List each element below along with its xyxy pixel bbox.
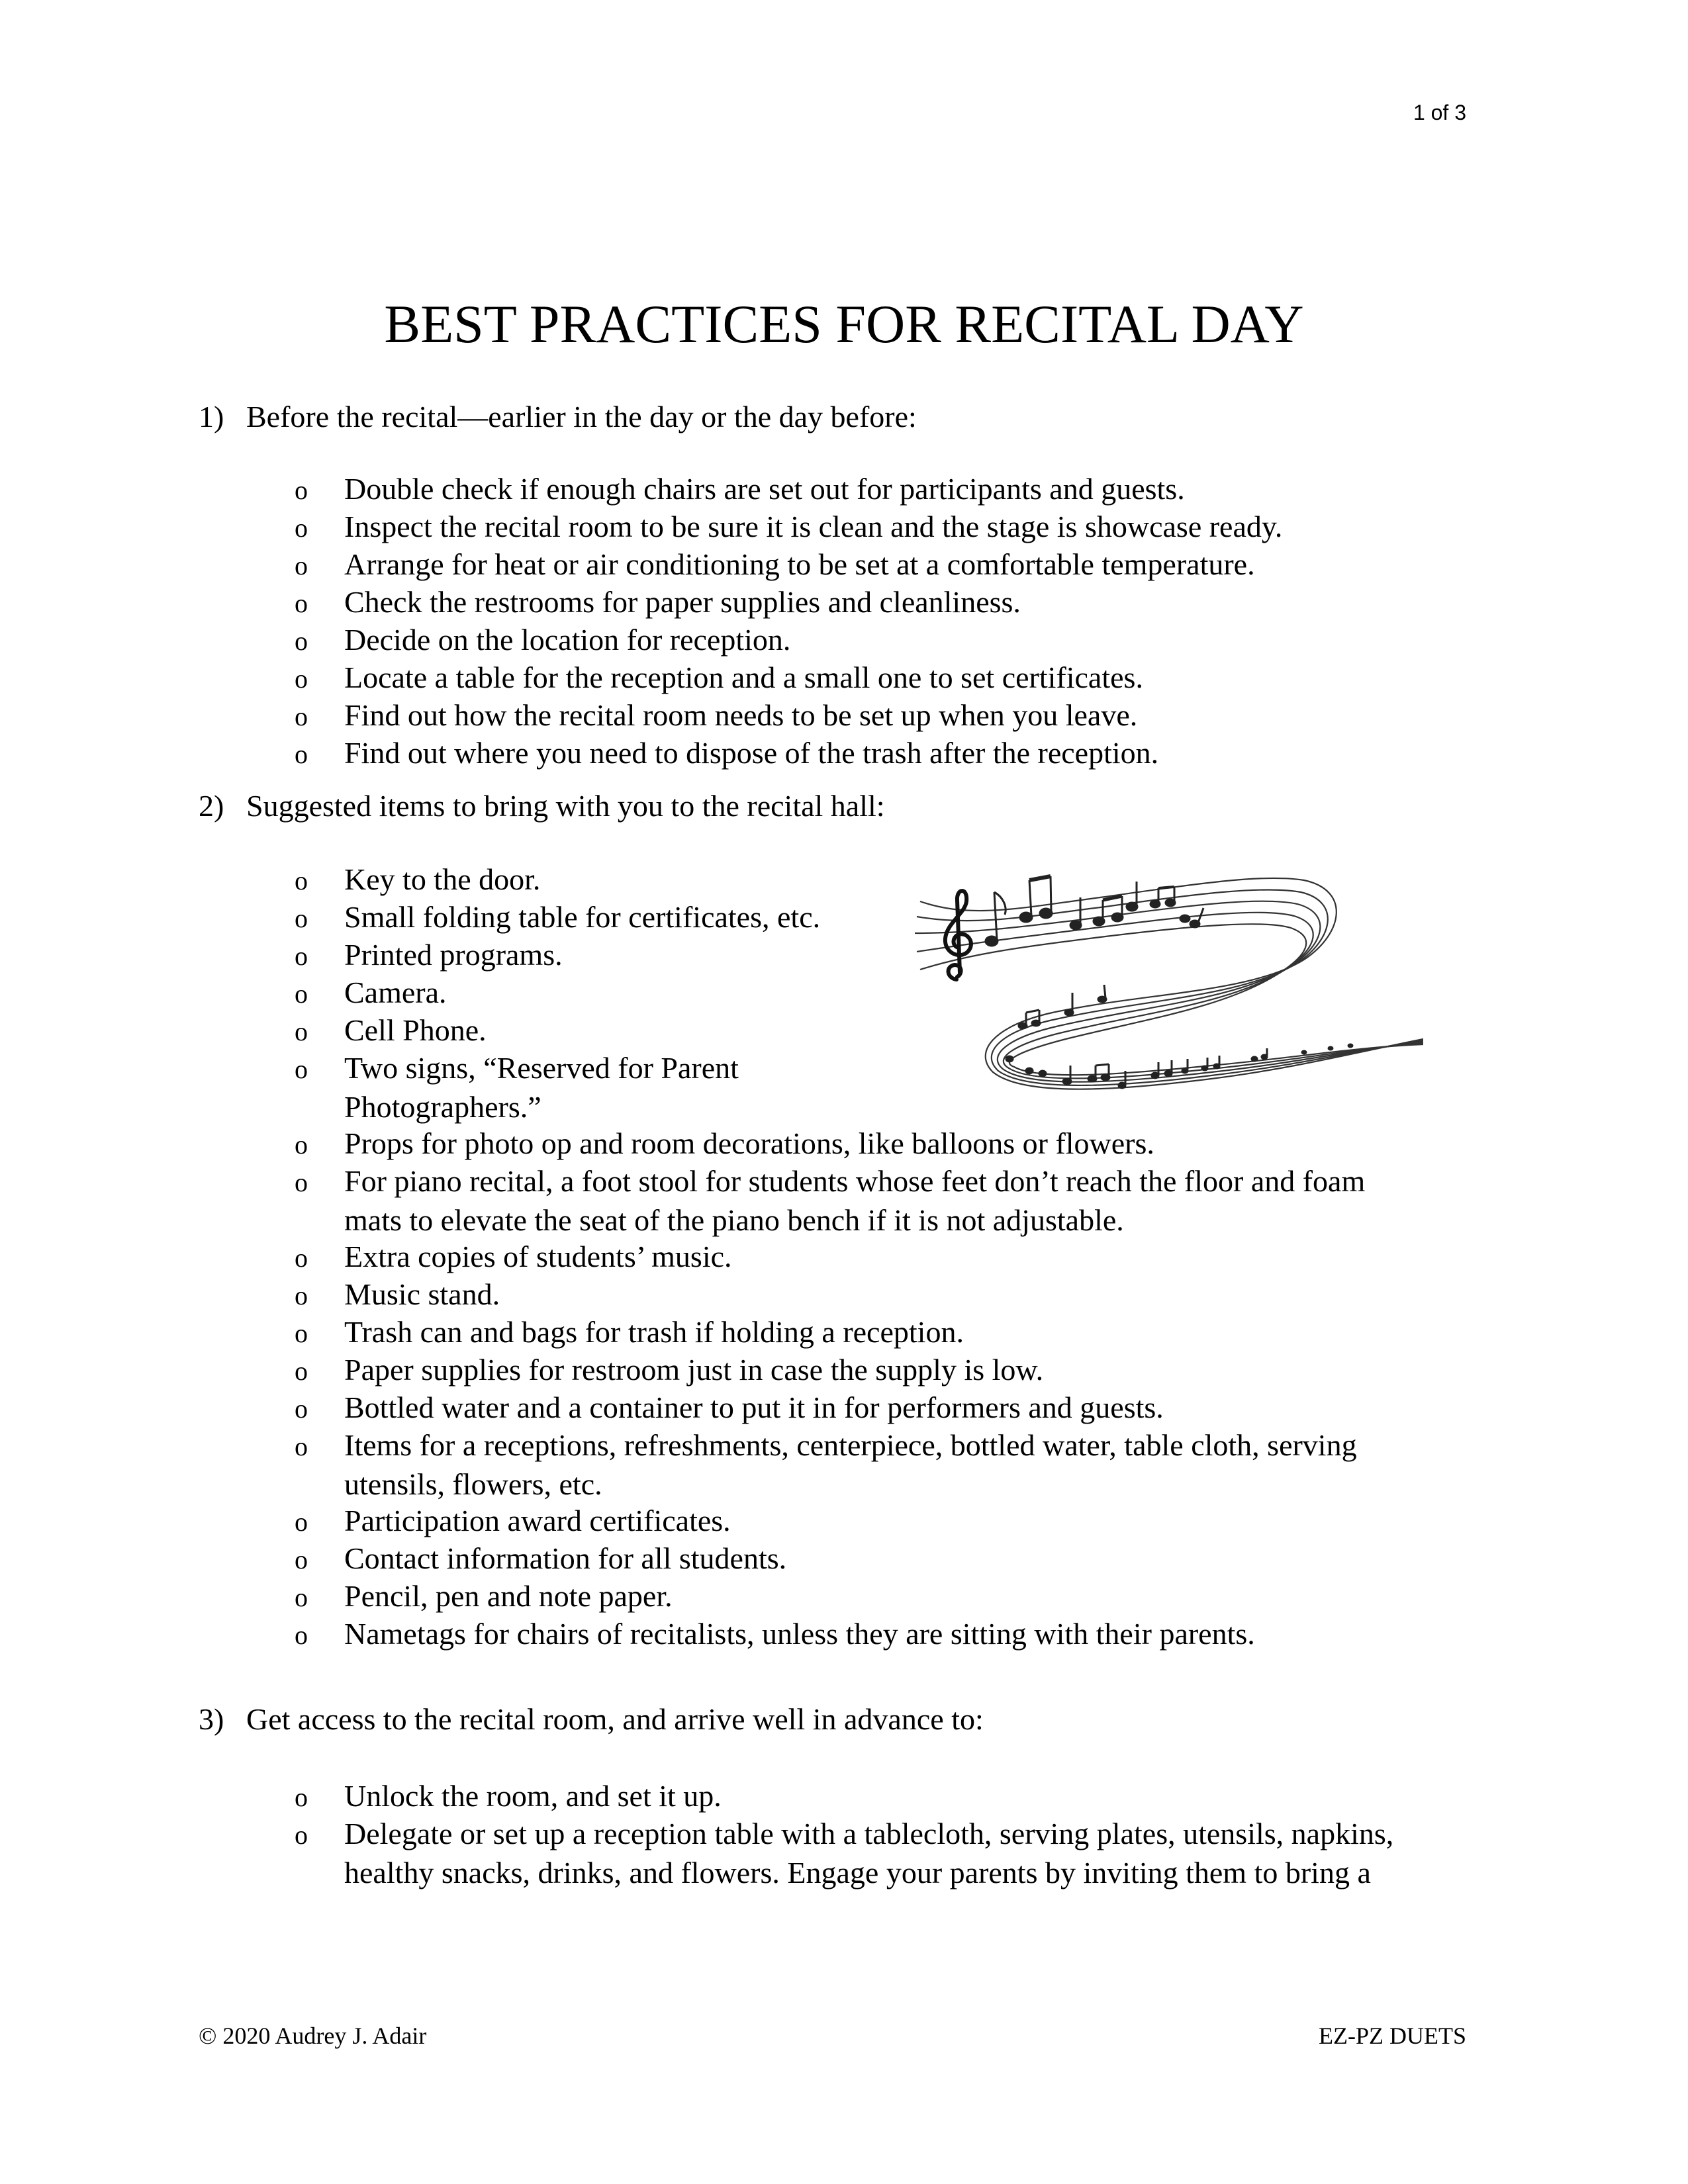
list-item-text: Pencil, pen and note paper.: [344, 1579, 673, 1613]
section-number: 1): [199, 400, 224, 433]
list-item: [295, 1162, 1365, 1239]
bullet-icon: o: [295, 551, 308, 580]
list-item: [295, 734, 1158, 773]
list-item-text: Small folding table for certificates, etc.: [344, 900, 821, 934]
list-item-text: Cell Phone.: [344, 1013, 487, 1047]
list-item-text: Items for a receptions, refreshments, centerpiece, bottled water, table cloth, serving: [344, 1428, 1357, 1462]
bullet-icon: o: [295, 1507, 308, 1537]
bullet-icon: o: [295, 588, 308, 618]
bullet-icon: o: [295, 1243, 308, 1273]
list-item-text: Arrange for heat or air conditioning to be set at a comfortable temperature.: [344, 547, 1255, 581]
bullet-icon: o: [295, 1281, 308, 1310]
list-item: [295, 659, 1143, 698]
footer-brand: EZ-PZ DUETS: [1319, 2023, 1466, 2049]
list-item: [295, 1351, 1043, 1390]
section-heading-text: Get access to the recital room, and arrive well in advance to:: [246, 1702, 984, 1736]
list-item: [295, 1539, 786, 1578]
list-item-text: Decide on the location for reception.: [344, 623, 791, 657]
list-item-text: Delegate or set up a reception table with a tablecloth, serving plates, utensils, napkins,: [344, 1817, 1394, 1850]
list-item: [295, 1815, 1393, 1891]
list-item: [295, 696, 1137, 735]
bullet-icon: o: [295, 1394, 308, 1424]
list-item: [295, 936, 563, 975]
bullet-icon: o: [295, 702, 308, 731]
list-item: [295, 860, 540, 899]
list-item: [295, 1388, 1164, 1428]
list-item: [295, 1275, 500, 1314]
list-item: [295, 621, 790, 660]
list-item-text: Participation award certificates.: [344, 1504, 731, 1537]
bullet-icon: o: [295, 513, 308, 543]
list-item-text: Props for photo op and room decorations, like balloons or flowers.: [344, 1126, 1154, 1160]
section-number: 3): [199, 1702, 224, 1736]
list-item: [295, 974, 447, 1013]
list-item: [295, 1426, 1357, 1503]
list-item: [295, 1777, 722, 1816]
list-item: [295, 508, 1282, 547]
list-item-text: Find out how the recital room needs to be set up when you leave.: [344, 698, 1138, 732]
bullet-icon: o: [295, 1130, 308, 1160]
list-item-continuation: healthy snacks, drinks, and flowers. Engage your parents by inviting them to bring a: [344, 1856, 1371, 1889]
list-item-text: Inspect the recital room to be sure it is clean and the stage is showcase ready.: [344, 510, 1283, 543]
list-item: [295, 1313, 964, 1352]
bullet-icon: o: [295, 1017, 308, 1046]
document-title: BEST PRACTICES FOR RECITAL DAY: [384, 294, 1304, 354]
list-item-text: Two signs, “Reserved for Parent: [344, 1051, 739, 1085]
bullet-icon: o: [295, 903, 308, 933]
section-heading-text: Before the recital—earlier in the day or the day before:: [246, 400, 917, 433]
list-item-continuation: utensils, flowers, etc.: [344, 1467, 602, 1501]
section-number: 2): [199, 789, 224, 823]
bullet-icon: o: [295, 979, 308, 1009]
bullet-icon: o: [295, 1782, 308, 1812]
list-item-text: Locate a table for the reception and a small one to set certificates.: [344, 660, 1143, 694]
bullet-icon: o: [295, 1432, 308, 1461]
list-item: [295, 1502, 731, 1541]
list-item: [295, 470, 1185, 509]
list-item-text: Contact information for all students.: [344, 1541, 787, 1575]
section-heading: [199, 398, 917, 435]
bullet-icon: o: [295, 866, 308, 895]
list-item-text: Music stand.: [344, 1277, 500, 1311]
bullet-icon: o: [295, 1582, 308, 1612]
bullet-icon: o: [295, 739, 308, 769]
list-item-text: Key to the door.: [344, 862, 541, 896]
bullet-icon: o: [295, 1545, 308, 1574]
list-item-text: Bottled water and a container to put it in for performers and guests.: [344, 1390, 1164, 1424]
list-item-text: Extra copies of students’ music.: [344, 1240, 732, 1273]
list-item: [295, 1615, 1255, 1654]
list-item-text: For piano recital, a foot stool for students whose feet don’t reach the floor and foam: [344, 1164, 1366, 1198]
list-item: [295, 583, 1021, 622]
list-item-text: Nametags for chairs of recitalists, unless they are sitting with their parents.: [344, 1617, 1255, 1651]
list-item-text: Double check if enough chairs are set out for participants and guests.: [344, 472, 1185, 506]
music-staff-illustration: [894, 860, 1423, 1105]
list-item: [295, 898, 820, 937]
list-item-text: Trash can and bags for trash if holding a reception.: [344, 1315, 964, 1349]
list-item-text: Find out where you need to dispose of the trash after the reception.: [344, 736, 1159, 770]
bullet-icon: o: [295, 941, 308, 971]
list-item: [295, 1049, 739, 1126]
list-item-text: Check the restrooms for paper supplies and cleanliness.: [344, 585, 1021, 619]
bullet-icon: o: [295, 1820, 308, 1850]
list-item: [295, 1577, 673, 1616]
bullet-icon: o: [295, 1167, 308, 1197]
treble-clef-icon: [945, 891, 971, 979]
bullet-icon: o: [295, 475, 308, 505]
staff-lines: [915, 878, 1423, 1089]
bullet-icon: o: [295, 1620, 308, 1650]
list-item: [295, 545, 1255, 584]
list-item: [295, 1011, 487, 1050]
list-item: [295, 1238, 732, 1277]
list-item: [295, 1124, 1154, 1163]
footer-copyright: © 2020 Audrey J. Adair: [199, 2023, 427, 2049]
page-number: 1 of 3: [1413, 101, 1466, 124]
bullet-icon: o: [295, 664, 308, 694]
list-item-text: Paper supplies for restroom just in case the supply is low.: [344, 1353, 1044, 1387]
bullet-icon: o: [295, 1356, 308, 1386]
bullet-icon: o: [295, 1318, 308, 1348]
section-heading: [199, 788, 885, 825]
list-item-continuation: Photographers.”: [344, 1090, 541, 1124]
bullet-icon: o: [295, 1054, 308, 1084]
list-item-text: Unlock the room, and set it up.: [344, 1779, 722, 1813]
list-item-text: Camera.: [344, 976, 447, 1009]
section-heading-text: Suggested items to bring with you to the recital hall:: [246, 789, 885, 823]
section-heading: [199, 1701, 984, 1738]
list-item-continuation: mats to elevate the seat of the piano bench if it is not adjustable.: [344, 1203, 1124, 1237]
bullet-icon: o: [295, 626, 308, 656]
list-item-text: Printed programs.: [344, 938, 563, 972]
